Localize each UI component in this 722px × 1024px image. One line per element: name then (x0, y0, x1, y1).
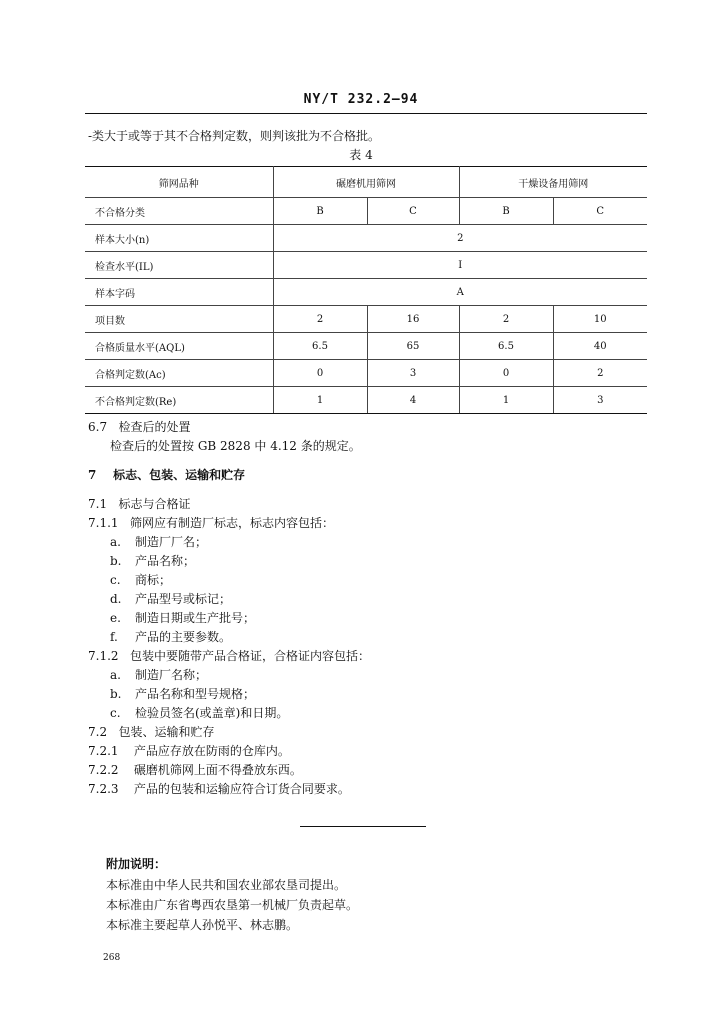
list-item: e. 制造日期或生产批号； (110, 611, 256, 625)
inspection-table (85, 166, 647, 414)
section-7-2-2 (88, 761, 302, 779)
table-cell: 2 (553, 360, 647, 387)
table-cell: 16 (367, 306, 459, 333)
table-cell: 1 (273, 387, 367, 414)
table-cell: B (273, 198, 367, 225)
section-text: 产品的包装和运输应符合订货合同要求。 (133, 782, 350, 796)
table-cell: 6.5 (459, 333, 553, 360)
table-cell: 2 (459, 306, 553, 333)
table-cell: C (367, 198, 459, 225)
table-row (85, 333, 647, 360)
table-cell: I (273, 252, 647, 279)
section-number: 7.2.3 (88, 782, 119, 796)
table-cell: 0 (273, 360, 367, 387)
section-number: 7.2 (88, 725, 108, 739)
section-number: 7.1.1 (88, 516, 119, 530)
section-7-1-1 (88, 514, 334, 532)
list-item: f. 产品的主要参数。 (110, 630, 232, 644)
row-label: 不合格判定数(Re) (85, 387, 273, 414)
table-cell: 6.5 (273, 333, 367, 360)
table-row (85, 360, 647, 387)
row-label: 样本字码 (85, 279, 273, 306)
section-6-7-heading (88, 418, 191, 436)
table-row (85, 387, 647, 414)
table-header-cell: 筛网品种 (85, 167, 273, 198)
table-cell: 3 (367, 360, 459, 387)
section-number: 7.1.2 (88, 649, 119, 663)
table-header-cell: 碾磨机用筛网 (273, 167, 459, 198)
document-header: NY/T 232.2—94 (303, 92, 419, 107)
section-title: 标志、包装、运输和贮存 (113, 468, 246, 482)
section-title: 标志与合格证 (118, 497, 191, 511)
list-item: b. 产品名称； (110, 554, 196, 568)
section-7-heading (88, 466, 245, 484)
row-label: 样本大小(n) (85, 225, 273, 252)
table-cell: 1 (459, 387, 553, 414)
section-number: 6.7 (88, 420, 108, 434)
row-label: 不合格分类 (85, 198, 273, 225)
section-number: 7.2.1 (88, 744, 119, 758)
section-number: 7.2.2 (88, 763, 119, 777)
table-cell: 4 (367, 387, 459, 414)
section-text: 包装中要随带产品合格证，合格证内容包括： (130, 649, 371, 663)
table-cell: 40 (553, 333, 647, 360)
table-cell: A (273, 279, 647, 306)
table-cell: 2 (273, 225, 647, 252)
row-label: 合格质量水平(AQL) (85, 333, 273, 360)
row-label: 合格判定数(Ac) (85, 360, 273, 387)
notes-line: 本标准由中华人民共和国农业部农垦司提出。 (106, 878, 347, 892)
section-7-2-1 (88, 742, 290, 760)
header-rule (85, 113, 647, 114)
table-cell: C (553, 198, 647, 225)
section-7-1-heading (88, 495, 191, 513)
table-row (85, 306, 647, 333)
end-rule (300, 826, 426, 827)
list-item: b. 产品名称和型号规格； (110, 687, 256, 701)
row-label: 项目数 (85, 306, 273, 333)
table-row (85, 198, 647, 225)
table-cell: B (459, 198, 553, 225)
intro-text: -类大于或等于其不合格判定数，则判该批为不合格批。 (88, 129, 381, 143)
table-row (85, 252, 647, 279)
row-label: 检查水平(IL) (85, 252, 273, 279)
section-text: 产品应存放在防雨的仓库内。 (133, 744, 290, 758)
list-item: c. 检验员签名(或盖章)和日期。 (110, 706, 289, 720)
section-title: 包装、运输和贮存 (118, 725, 215, 739)
list-item: d. 产品型号或标记； (110, 592, 232, 606)
page-number: 268 (103, 953, 121, 963)
section-number: 7.1 (88, 497, 108, 511)
table-header-row (85, 167, 647, 198)
table-cell: 0 (459, 360, 553, 387)
section-7-2-heading (88, 723, 215, 741)
table-header-cell: 干燥设备用筛网 (459, 167, 647, 198)
table-cell: 2 (273, 306, 367, 333)
table-caption: 表 4 (349, 148, 373, 162)
section-title: 检查后的处置 (118, 420, 191, 434)
section-number: 7 (88, 468, 97, 482)
table-cell: 3 (553, 387, 647, 414)
list-item: a. 制造厂厂名； (110, 535, 208, 549)
section-text: 碾磨机筛网上面不得叠放东西。 (133, 763, 302, 777)
table-row (85, 225, 647, 252)
table-row (85, 279, 647, 306)
table-cell: 10 (553, 306, 647, 333)
notes-line: 本标准主要起草人孙悦平、林志鹏。 (106, 918, 299, 932)
notes-line: 本标准由广东省粤西农垦第一机械厂负责起草。 (106, 898, 359, 912)
table-cell: 65 (367, 333, 459, 360)
notes-title: 附加说明： (106, 857, 167, 871)
section-text: 筛网应有制造厂标志，标志内容包括： (130, 516, 335, 530)
section-7-1-2 (88, 647, 370, 665)
section-6-7-text: 检查后的处置按 GB 2828 中 4.12 条的规定。 (110, 439, 361, 453)
list-item: c. 商标； (110, 573, 172, 587)
list-item: a. 制造厂名称； (110, 668, 208, 682)
section-7-2-3 (88, 780, 350, 798)
